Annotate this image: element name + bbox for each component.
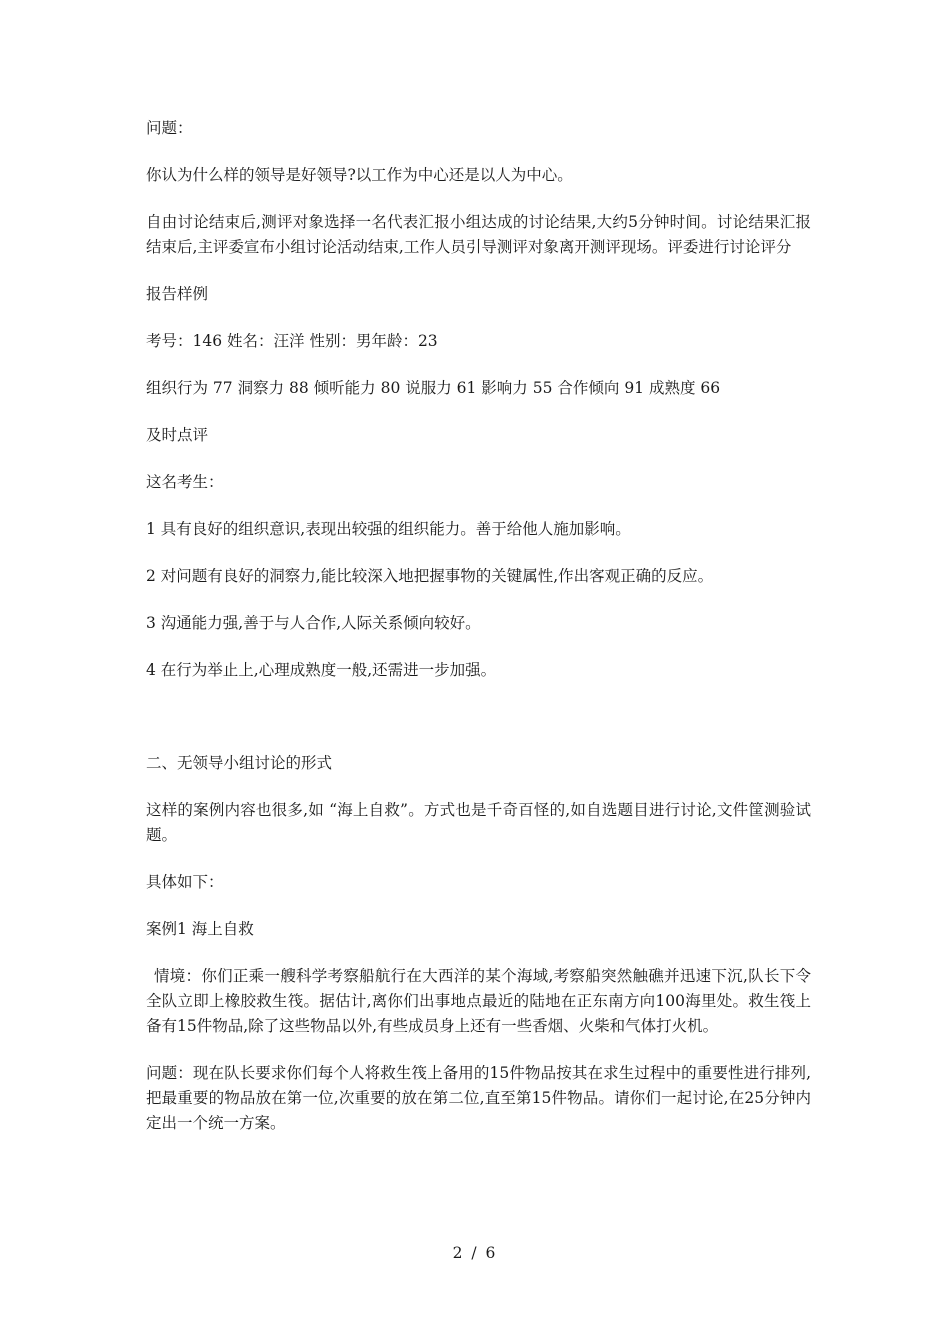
report-sample-heading: 报告样例 xyxy=(146,285,209,303)
discussion-procedure: 自由讨论结束后,测评对象选择一名代表汇报小组达成的讨论结果,大约5分钟时间。讨论结果汇报结束后,主评委宣布小组讨论活动结束,工作人员引导测评对象离开测评现场。评委进行讨论评分 xyxy=(146,213,811,256)
case-title: 案例1 海上自救 xyxy=(146,920,254,938)
case-scenario: 情境：你们正乘一艘科学考察船航行在大西洋的某个海域,考察船突然触礁并迅速下沉,队长下令全队立即上橡胶救生筏。据估计,离你们出事地点最近的陆地在正东南方向100海里处。救生筏上备有15件物品,除了这些物品以外,有些成员身上还有一些香烟、火柴和气体打火机。 xyxy=(146,967,811,1035)
case-question: 问题：现在队长要求你们每个人将救生筏上备用的15件物品按其在求生过程中的重要性进行排列,把最重要的物品放在第一位,次重要的放在第二位,直至第15件物品。请你们一起讨论,在25分钟内定出一个统一方案。 xyxy=(146,1064,811,1132)
details-heading: 具体如下： xyxy=(146,873,224,891)
comment-item-2: 2 对问题有良好的洞察力,能比较深入地把握事物的关键属性,作出客观正确的反应。 xyxy=(146,567,714,585)
page-number: 2 / 6 xyxy=(452,1244,498,1262)
comment-heading: 及时点评 xyxy=(146,426,209,444)
comment-item-4: 4 在行为举止上,心理成熟度一般,还需进一步加强。 xyxy=(146,661,497,679)
section-intro: 这样的案例内容也很多,如 “海上自救”。方式也是千奇百怪的,如自选题目进行讨论,文件筐测验试题。 xyxy=(146,801,811,844)
comment-item-1: 1 具有良好的组织意识,表现出较强的组织能力。善于给他人施加影响。 xyxy=(146,520,631,538)
question-label: 问题： xyxy=(146,119,193,137)
document-body xyxy=(146,116,811,1158)
candidate-intro: 这名考生： xyxy=(146,473,224,491)
candidate-scores: 组织行为 77 洞察力 88 倾听能力 80 说服力 61 影响力 55 合作倾向 91 成熟度 66 xyxy=(146,379,721,397)
question-text: 你认为什么样的领导是好领导?以工作为中心还是以人为中心。 xyxy=(146,166,573,184)
candidate-info: 考号：146 姓名：汪洋 性别：男年龄：23 xyxy=(146,332,438,350)
section-heading: 二、无领导小组讨论的形式 xyxy=(146,754,333,772)
comment-item-3: 3 沟通能力强,善于与人合作,人际关系倾向较好。 xyxy=(146,614,481,632)
section-spacer xyxy=(146,705,811,751)
